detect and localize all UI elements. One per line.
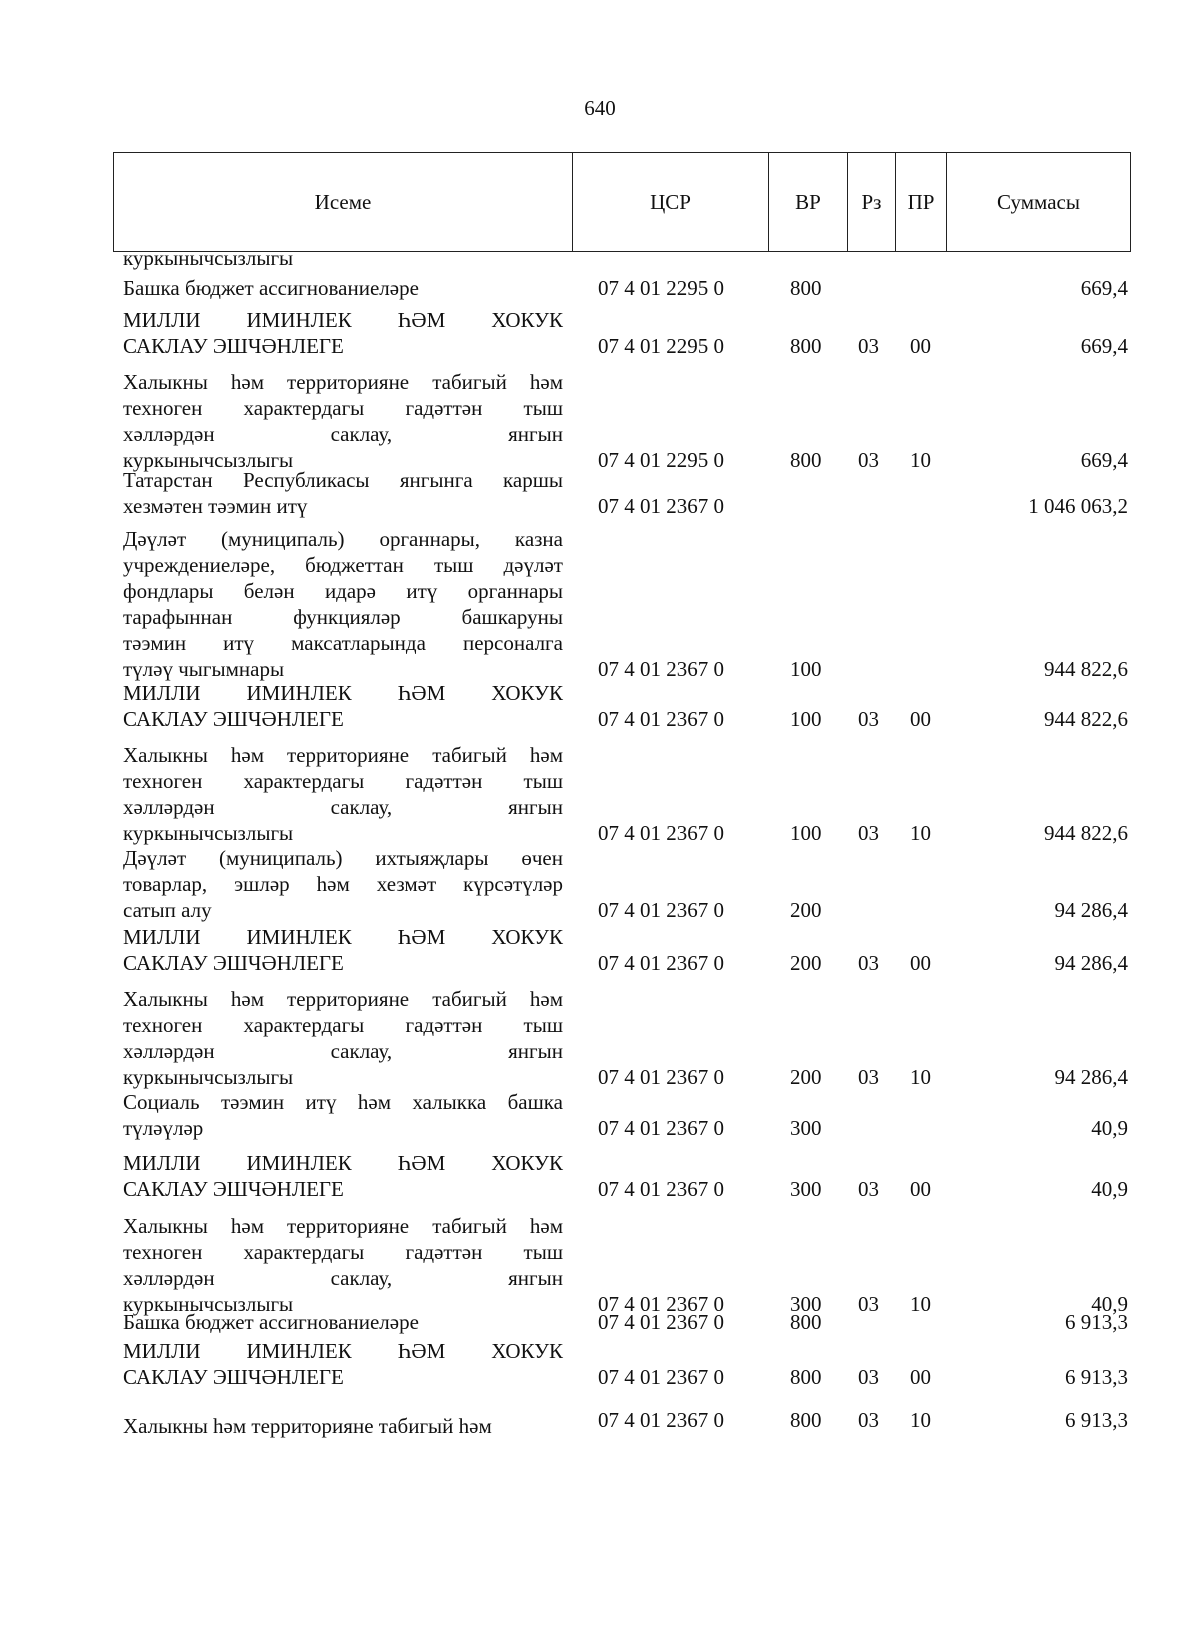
row-pr: 10: [910, 1292, 931, 1316]
row-name: [123, 1413, 563, 1439]
row-name-line: Дәүләт (муниципаль) ихтыяҗлары өчен: [123, 846, 563, 870]
row-vr: 800: [790, 334, 822, 358]
page-number: 640: [584, 96, 616, 120]
row-name-line: техноген характердагы гадәттән тыш: [123, 769, 563, 793]
row-name: [123, 1089, 563, 1141]
row-csr: 07 4 01 2367 0: [598, 821, 724, 845]
header-vr: ВР: [769, 153, 848, 251]
row-name-line: Халыкны һәм территорияне табигый һәм: [123, 987, 563, 1011]
row-name-line: Халыкны һәм территорияне табигый һәм: [123, 1214, 563, 1238]
row-vr: 100: [790, 707, 822, 731]
row-name: [123, 924, 563, 976]
row-name-line: куркынычсызлыгы: [123, 821, 294, 845]
row-name-line: САКЛАУ ЭШЧӘНЛЕГЕ: [123, 334, 344, 358]
row-vr: 200: [790, 898, 822, 922]
row-name: [123, 986, 563, 1090]
row-vr: 100: [790, 821, 822, 845]
row-name-line: МИЛЛИ ИМИНЛЕК ҺӘМ ХОКУК: [123, 1151, 563, 1175]
row-name-line: тарафыннан функцияләр башкаруны: [123, 605, 563, 629]
row-name-line: МИЛЛИ ИМИНЛЕК ҺӘМ ХОКУК: [123, 308, 563, 332]
row-rz: 03: [858, 821, 879, 845]
row-name-line: фондлары белән идарә итү органнары: [123, 579, 563, 603]
row-csr: 07 4 01 2367 0: [598, 1177, 724, 1201]
row-pr: 10: [910, 448, 931, 472]
row-sum: 6 913,3: [1065, 1365, 1128, 1389]
row-name: [123, 275, 563, 301]
row-name-line: САКЛАУ ЭШЧӘНЛЕГЕ: [123, 951, 344, 975]
row-name-line: Халыкны һәм территорияне табигый һәм: [123, 743, 563, 767]
row-pr: 00: [910, 1177, 931, 1201]
row-csr: 07 4 01 2367 0: [598, 1408, 724, 1432]
row-name: [123, 1338, 563, 1390]
row-pr: 10: [910, 1065, 931, 1089]
row-rz: 03: [858, 1177, 879, 1201]
row-name-line: Социаль тәэмин итү һәм халыкка башка: [123, 1090, 563, 1114]
row-name: [123, 467, 563, 519]
row-sum: 669,4: [1080, 448, 1128, 472]
row-sum: 944 822,6: [1044, 707, 1128, 731]
row-name-line: Татарстан Республикасы янгынга каршы: [123, 468, 563, 492]
row-name-line: хәлләрдән саклау, янгын: [123, 1039, 563, 1063]
row-name-line: техноген характердагы гадәттән тыш: [123, 1013, 563, 1037]
row-name-line: техноген характердагы гадәттән тыш: [123, 1240, 563, 1264]
row-vr: 200: [790, 951, 822, 975]
row-name: [123, 369, 563, 473]
row-sum: 944 822,6: [1044, 657, 1128, 681]
row-csr: 07 4 01 2367 0: [598, 1310, 724, 1334]
row-csr: 07 4 01 2295 0: [598, 334, 724, 358]
row-sum: 40,9: [1091, 1292, 1128, 1316]
row-name-line: техноген характердагы гадәттән тыш: [123, 396, 563, 420]
row-rz: 03: [858, 951, 879, 975]
header-name: Исеме: [114, 153, 573, 251]
row-sum: 94 286,4: [1054, 1065, 1128, 1089]
row-sum: 94 286,4: [1054, 951, 1128, 975]
row-vr: 800: [790, 1310, 822, 1334]
row-name-line: түләү чыгымнары: [123, 657, 285, 681]
header-rz: Рз: [848, 153, 896, 251]
row-pr: 00: [910, 707, 931, 731]
row-rz: 03: [858, 1408, 879, 1432]
row-csr: 07 4 01 2367 0: [598, 951, 724, 975]
row-csr: 07 4 01 2367 0: [598, 1116, 724, 1140]
row-name: [123, 1150, 563, 1202]
row-sum: 6 913,3: [1065, 1310, 1128, 1334]
row-pr: 00: [910, 951, 931, 975]
row-name-line: куркынычсызлыгы: [123, 448, 294, 472]
row-name: [123, 1309, 563, 1335]
row-name-line: сатып алу: [123, 898, 212, 922]
row-name-line: МИЛЛИ ИМИНЛЕК ҺӘМ ХОКУК: [123, 1339, 563, 1363]
row-name-line: Башка бюджет ассигнованиеләре: [123, 276, 419, 300]
row-name: [123, 845, 563, 923]
row-rz: 03: [858, 448, 879, 472]
row-name-line: Халыкны һәм территорияне табигый һәм: [123, 370, 563, 394]
row-sum: 669,4: [1080, 334, 1128, 358]
row-vr: 800: [790, 1408, 822, 1432]
row-name: [123, 307, 563, 359]
row-name: [123, 526, 563, 682]
row-csr: 07 4 01 2367 0: [598, 494, 724, 518]
row-vr: 800: [790, 1365, 822, 1389]
row-csr: 07 4 01 2367 0: [598, 1292, 724, 1316]
row-sum: 669,4: [1080, 276, 1128, 300]
row-rz: 03: [858, 707, 879, 731]
row-vr: 300: [790, 1177, 822, 1201]
row-name: [123, 742, 563, 846]
row-name: [123, 1213, 563, 1317]
row-name-line: хәлләрдән саклау, янгын: [123, 422, 563, 446]
row-name-line: Дәүләт (муниципаль) органнары, казна: [123, 527, 563, 551]
row-rz: 03: [858, 334, 879, 358]
row-pr: 10: [910, 821, 931, 845]
row-vr: 100: [790, 657, 822, 681]
row-vr: 200: [790, 1065, 822, 1089]
row-name-line: куркынычсызлыгы: [123, 1292, 294, 1316]
row-name-line: хәлләрдән саклау, янгын: [123, 1266, 563, 1290]
row-name-line: САКЛАУ ЭШЧӘНЛЕГЕ: [123, 1365, 344, 1389]
row-pr: 00: [910, 1365, 931, 1389]
row-vr: 300: [790, 1116, 822, 1140]
row-rz: 03: [858, 1292, 879, 1316]
row-name-line: хәлләрдән саклау, янгын: [123, 795, 563, 819]
row-name-line: учреждениеләре, бюджеттан тыш дәүләт: [123, 553, 563, 577]
row-name: [123, 680, 563, 732]
row-name-line: хезмәтен тәэмин итү: [123, 494, 308, 518]
row-sum: 6 913,3: [1065, 1408, 1128, 1432]
row-csr: 07 4 01 2367 0: [598, 898, 724, 922]
row-pr: 10: [910, 1408, 931, 1432]
row-name-line: МИЛЛИ ИМИНЛЕК ҺӘМ ХОКУК: [123, 925, 563, 949]
row-name-line: куркынычсызлыгы: [123, 246, 294, 270]
row-name-line: Башка бюджет ассигнованиеләре: [123, 1310, 419, 1334]
row-name-line: товарлар, эшләр һәм хезмәт күрсәтүләр: [123, 872, 563, 896]
row-name-line: тәэмин итү максатларында персоналга: [123, 631, 563, 655]
row-name-line: САКЛАУ ЭШЧӘНЛЕГЕ: [123, 1177, 344, 1201]
row-vr: 300: [790, 1292, 822, 1316]
row-rz: 03: [858, 1365, 879, 1389]
row-name-line: МИЛЛИ ИМИНЛЕК ҺӘМ ХОКУК: [123, 681, 563, 705]
row-csr: 07 4 01 2295 0: [598, 276, 724, 300]
row-name: [123, 245, 563, 271]
header-csr: ЦСР: [573, 153, 769, 251]
row-name-line: түләүләр: [123, 1116, 204, 1140]
row-sum: 1 046 063,2: [1028, 494, 1128, 518]
row-sum: 40,9: [1091, 1116, 1128, 1140]
row-csr: 07 4 01 2367 0: [598, 707, 724, 731]
row-name-line: САКЛАУ ЭШЧӘНЛЕГЕ: [123, 707, 344, 731]
row-name-line: куркынычсызлыгы: [123, 1065, 294, 1089]
row-name-line: Халыкны һәм территорияне табигый һәм: [123, 1414, 492, 1438]
row-vr: 800: [790, 448, 822, 472]
row-csr: 07 4 01 2367 0: [598, 1065, 724, 1089]
row-pr: 00: [910, 334, 931, 358]
header-pr: ПР: [896, 153, 947, 251]
row-csr: 07 4 01 2367 0: [598, 1365, 724, 1389]
row-sum: 944 822,6: [1044, 821, 1128, 845]
row-csr: 07 4 01 2367 0: [598, 657, 724, 681]
row-vr: 800: [790, 276, 822, 300]
row-sum: 40,9: [1091, 1177, 1128, 1201]
row-sum: 94 286,4: [1054, 898, 1128, 922]
header-sum: Суммасы: [997, 189, 1080, 214]
row-rz: 03: [858, 1065, 879, 1089]
row-csr: 07 4 01 2295 0: [598, 448, 724, 472]
